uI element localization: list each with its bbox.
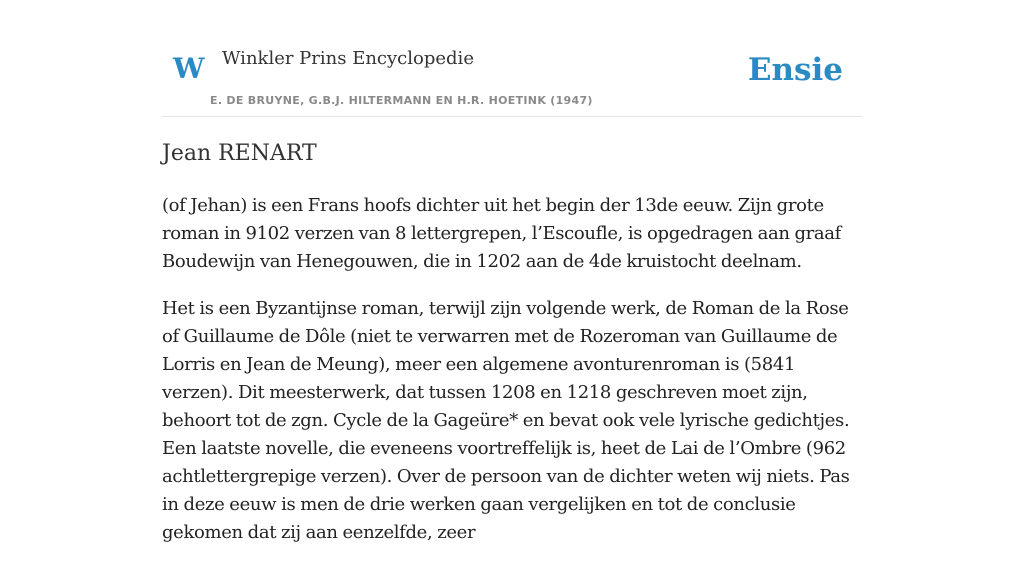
source-title[interactable]: Winkler Prins Encyclopedie [222, 48, 474, 69]
header [162, 0, 862, 117]
article-title: Jean RENART [162, 141, 317, 166]
brand-logo[interactable]: Ensie [747, 52, 843, 88]
article-page [162, 0, 862, 543]
source-logo[interactable]: W [173, 52, 205, 85]
authors-line: E. DE BRUYNE, G.B.J. HILTERMANN EN H.R. HOETINK (1947) [210, 94, 593, 107]
paragraph: Het is een Byzantijnse roman, terwijl zijn volgende werk, de Roman de la Rose of Guillaume de Dôle (niet te verwarren met de Rozeroman van Guillaume de Lorris en Jean de Meung), meer een algemene avonturenroman is (5841 verzen). Dit meesterwerk, dat tussen 1208 en 1218 geschreven moet zijn, behoort tot de zgn. Cycle de la Gageüre* en bevat ook vele lyrische gedichtjes. Een laatste novelle, die eveneens voortreffelijk is, heet de Lai de l’Ombre (962 achtlettergrepige verzen). Over de persoon van de dichter weten wij niets. Pas in deze eeuw is men de drie werken gaan vergelijken en tot de conclusie gekomen dat zij aan eenzelfde, zeer [162, 298, 850, 543]
article-body [162, 192, 862, 566]
paragraph: (of Jehan) is een Frans hoofs dichter uit het begin der 13de eeuw. Zijn grote roman in 9102 verzen van 8 lettergrepen, l’Escoufle, is opgedragen aan graaf Boudewijn van Henegouwen, die in 1202 aan de 4de kruistocht deelnam. [162, 195, 841, 272]
